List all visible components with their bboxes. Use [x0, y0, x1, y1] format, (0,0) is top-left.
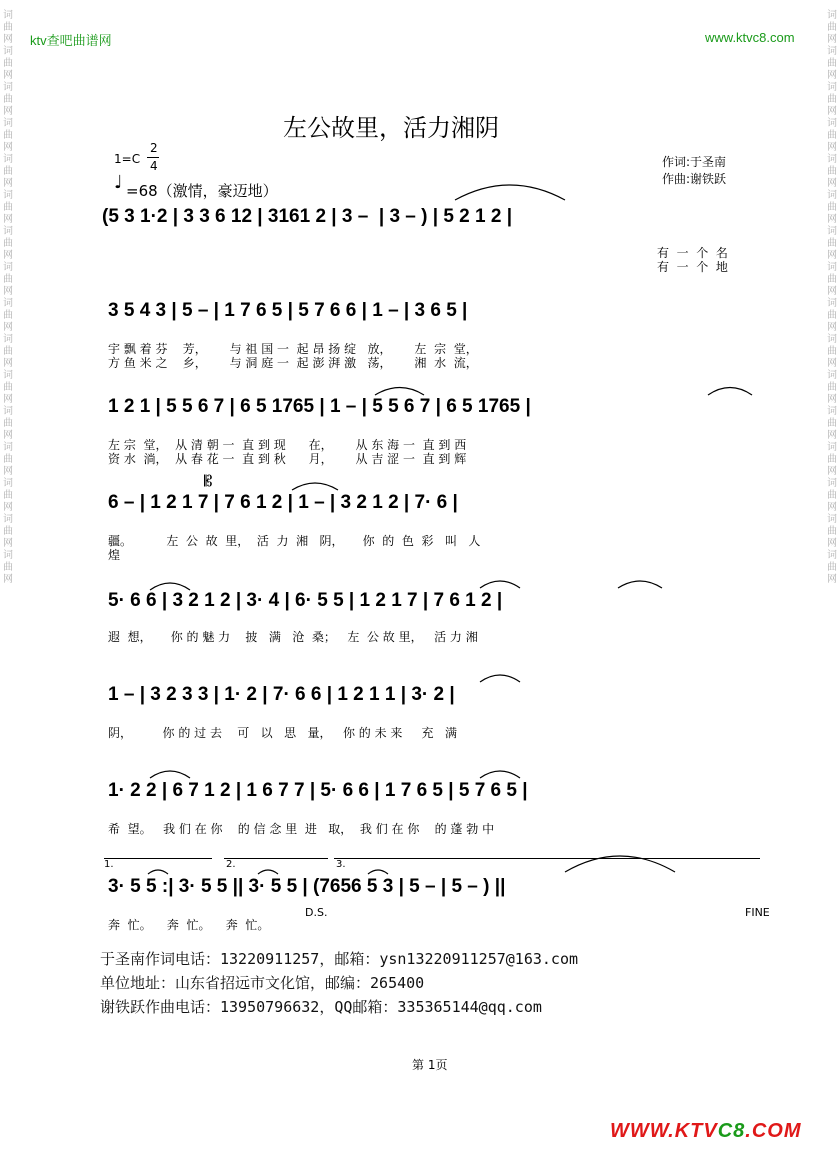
song-title: 左公故里，活力湘阴 — [283, 114, 499, 142]
composer-credit: 作曲:谢铁跃 — [662, 172, 727, 186]
notes-row-2: 3 5 4 3 | 5 – | 1 7 6 5 | 5 7 6 6 | 1 – | 3 6 5 | — [108, 300, 468, 321]
notes-row-1: (5 3 1·2 | 3 3 6 12 | 3161 2 | 3 – | 3 – ) | 5 2 1 2 | — [102, 206, 513, 227]
lyricist-credit: 作词:于圣南 — [662, 155, 727, 169]
site-name-left[interactable]: ktv查吧曲谱网 — [30, 33, 112, 48]
lyrics-row-3-a: 左 宗 堂， 从 清 朝 一 直 到 现 在， 从 东 海 一 直 到 西 — [108, 438, 467, 452]
lyrics-row-2-a: 宇 飘 着 芬 芳， 与 祖 国 一 起 昂 扬 绽 放， 左 宗 堂， — [108, 342, 478, 356]
fine-marking: FINE — [745, 906, 770, 919]
brand-part-c: .COM — [745, 1120, 802, 1142]
notes-row-5: 5· 6 6 | 3 2 1 2 | 3· 4 | 6· 5 5 | 1 2 1 7 | 7 6 1 2 | — [108, 590, 503, 611]
notes-row-7: 1· 2 2 | 6 7 1 2 | 1 6 7 7 | 5· 6 6 | 1 7 6 5 | 5 7 6 5 | — [108, 780, 528, 801]
time-signature-top: 2 — [150, 141, 158, 155]
brand-part-b: C8 — [717, 1120, 746, 1142]
left-watermark: 词曲网词曲网词曲网词曲网词曲网词曲网词曲网词曲网词曲网词曲网词曲网词曲网词曲网词曲网词曲网词曲网 — [3, 10, 13, 585]
notes-row-4: 6 – | 1 2 1 7 | 7 6 1 2 | 1 – | 3 2 1 2 | 7· 6 | — [108, 492, 458, 513]
lyrics-row-8: 奔 忙。 奔 忙。 奔 忙。 — [108, 918, 270, 932]
lyrics-row-2-b: 方 鱼 米 之 乡， 与 洞 庭 一 起 澎 湃 激 荡， 湘 水 流， — [108, 356, 478, 370]
lyrics-row-4-a: 疆。 左 公 故 里， 活 力 湘 阴， 你 的 色 彩 叫 人 — [108, 534, 481, 548]
key-signature: 1=C — [114, 152, 141, 166]
volta-1-label: 1. — [104, 859, 114, 870]
notes-row-6: 1 – | 3 2 3 3 | 1· 2 | 7· 6 6 | 1 2 1 1 | 3· 2 | — [108, 684, 455, 705]
lyrics-row-1-b: 有 一 个 地 — [657, 260, 728, 274]
lyrics-row-3-b: 资 水 淌， 从 春 花 一 直 到 秋 月， 从 吉 涩 一 直 到 辉 — [108, 452, 467, 466]
notes-row-3: 1 2 1 | 5 5 6 7 | 6 5 1765 | 1 – | 5 5 6 7 | 6 5 1765 | — [108, 396, 531, 417]
volta-3-label: 3. — [336, 859, 346, 870]
time-signature-bottom: 4 — [150, 159, 158, 173]
lyrics-row-7: 希 望。 我 们 在 你 的 信 念 里 进 取， 我 们 在 你 的 蓬 勃 中 — [108, 822, 495, 836]
notes-row-8: 3· 5 5 :| 3· 5 5 || 3· 5 5 | (7656 5 3 | 5 – | 5 – ) || — [108, 876, 506, 897]
address-line: 单位地址：山东省招远市文化馆，邮编：265400 — [100, 974, 425, 992]
lyrics-row-5: 遐 想， 你 的 魅 力 披 满 沧 桑； 左 公 故 里， 活 力 湘 — [108, 630, 478, 644]
site-url-right[interactable]: www.ktvc8.com — [705, 30, 795, 45]
lyrics-row-6: 阴， 你 的 过 去 可 以 思 量， 你 的 未 来 充 满 — [108, 726, 457, 740]
lyricist-contact: 于圣南作词电话：13220911257，邮箱：ysn13220911257@163.com — [100, 950, 579, 968]
tempo-marking: =68（激情，豪迈地） — [126, 182, 278, 200]
ds-marking: D.S. — [305, 906, 328, 919]
quarter-note-icon: ♩ — [114, 172, 123, 193]
page-number: 第 1页 — [412, 1058, 448, 1072]
lyrics-row-1-a: 有 一 个 名 — [657, 246, 728, 260]
brand-logo[interactable] — [610, 1120, 802, 1143]
brand-part-a: WWW.KTV — [610, 1120, 718, 1142]
volta-2-label: 2. — [226, 859, 236, 870]
segno-icon: 𝄡 — [204, 472, 213, 490]
right-watermark: 词曲网词曲网词曲网词曲网词曲网词曲网词曲网词曲网词曲网词曲网词曲网词曲网词曲网词曲网词曲网词曲网 — [827, 10, 837, 585]
composer-contact: 谢铁跃作曲电话：13950796632，QQ邮箱：335365144@qq.com — [100, 998, 542, 1016]
lyrics-row-4-b: 煌 — [108, 548, 121, 562]
